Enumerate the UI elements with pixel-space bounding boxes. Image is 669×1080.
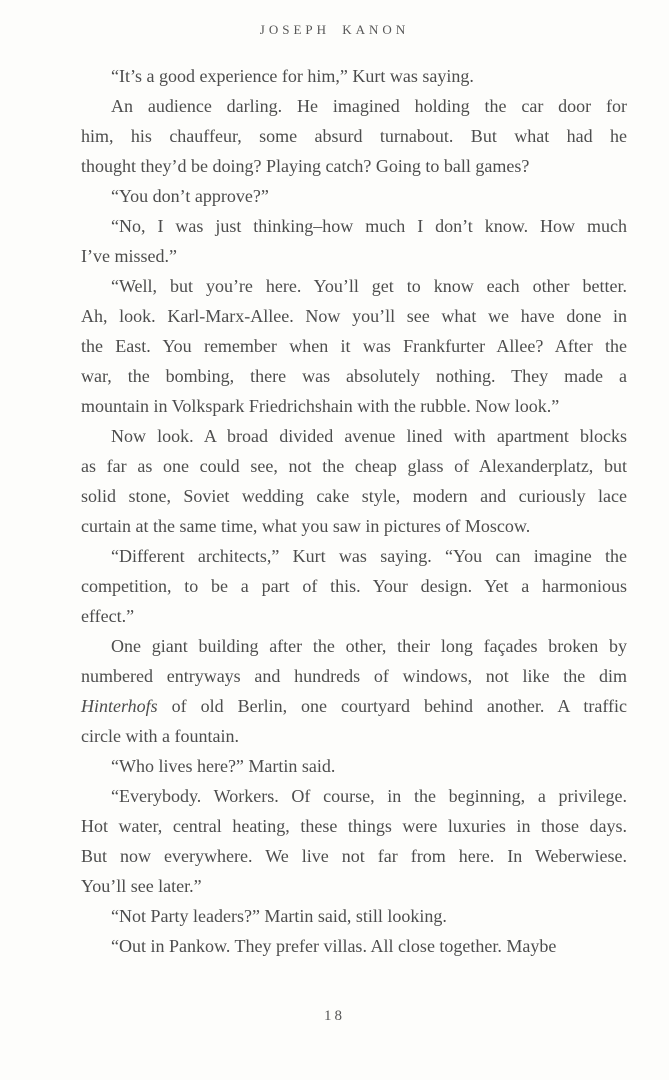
running-header: JOSEPH KANON xyxy=(259,22,410,37)
text-line: “Different architects,” Kurt was saying. “You can imagine the xyxy=(111,546,627,566)
text-line: “Well, but you’re here. You’ll get to know each other better. xyxy=(111,276,627,296)
text-line: An audience darling. He imagined holding the car door for xyxy=(111,96,627,116)
text-line: thought they’d be doing? Playing catch? Going to ball games? xyxy=(81,156,530,176)
text-line: the East. You remember when it was Frankfurter Allee? After the xyxy=(81,336,627,356)
text-line: numbered entryways and hundreds of windows, not like the dim xyxy=(81,666,627,686)
text-line: as far as one could see, not the cheap glass of Alexanderplatz, but xyxy=(81,456,627,476)
page-body xyxy=(0,61,669,961)
text-line: “It’s a good experience for him,” Kurt was saying. xyxy=(111,66,474,86)
text-line: Now look. A broad divided avenue lined with apartment blocks xyxy=(111,426,627,446)
text-line: “Out in Pankow. They prefer villas. All close together. Maybe xyxy=(111,936,557,956)
text-line: One giant building after the other, their long façades broken by xyxy=(111,636,627,656)
text-line: You’ll see later.” xyxy=(81,876,202,896)
text-line: “Who lives here?” Martin said. xyxy=(111,756,336,776)
text-line: “Not Party leaders?” Martin said, still looking. xyxy=(111,906,447,926)
text-line: Ah, look. Karl-Marx-Allee. Now you’ll see what we have done in xyxy=(81,306,627,326)
text-line: him, his chauffeur, some absurd turnabout. But what had he xyxy=(81,126,627,146)
text-line: curtain at the same time, what you saw in pictures of Moscow. xyxy=(81,516,531,536)
text-line: “Everybody. Workers. Of course, in the beginning, a privilege. xyxy=(111,786,627,806)
text-line: circle with a fountain. xyxy=(81,726,239,746)
text-line: Hot water, central heating, these things were luxuries in those days. xyxy=(81,816,627,836)
text-line: war, the bombing, there was absolutely nothing. They made a xyxy=(81,366,627,386)
text-line: mountain in Volkspark Friedrichshain with the rubble. Now look.” xyxy=(81,396,560,416)
page-number: 18 xyxy=(324,1008,345,1024)
text-line: “No, I was just thinking–how much I don’t know. How much xyxy=(111,216,627,236)
text-line: competition, to be a part of this. Your design. Yet a harmonious xyxy=(81,576,627,596)
text-line: “You don’t approve?” xyxy=(111,186,269,206)
text-line: Hinterhofs of old Berlin, one courtyard behind another. A traffic xyxy=(81,696,627,716)
text-line: effect.” xyxy=(81,606,135,626)
text-line: solid stone, Soviet wedding cake style, modern and curiously lace xyxy=(81,486,627,506)
text-line: I’ve missed.” xyxy=(81,246,177,266)
text-line: But now everywhere. We live not far from here. In Weberwiese. xyxy=(81,846,627,866)
